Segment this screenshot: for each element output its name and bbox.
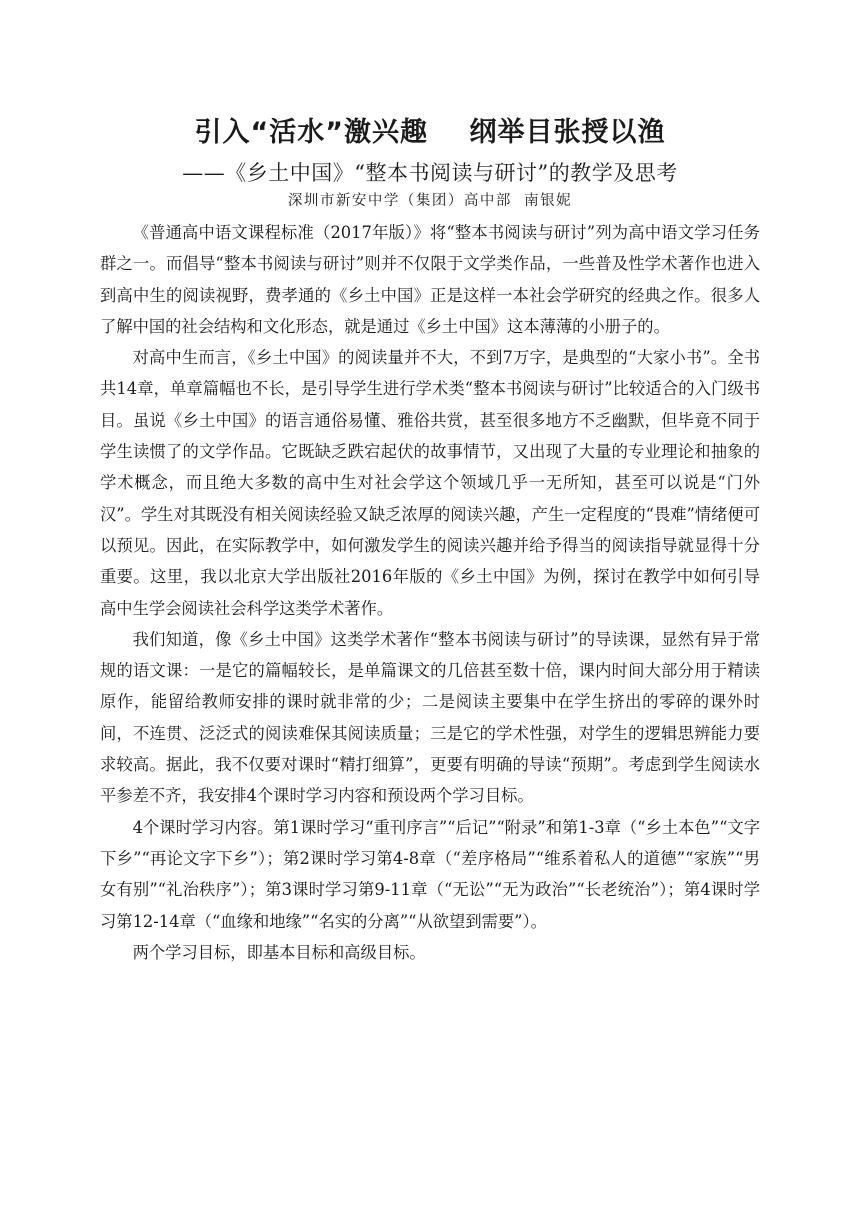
article-body <box>100 217 760 968</box>
paragraph: 4个课时学习内容。第1课时学习“重刊序言”“后记”“附录”和第1-3章（“乡土本色”“文字下乡”“再论文字下乡”）；第2课时学习第4-8章（“差序格局”“维系着私人的道德”“家族”“男女有别”“礼治秩序”）；第3课时学习第9-11章（“无讼”“无为政治”“长老统治”）；第4课时学习第12-14章（“血缘和地缘”“名实的分离”“从欲望到需要”）。 <box>100 817 760 931</box>
author-line: 深圳市新安中学（集团）高中部 南银妮 <box>287 193 573 209</box>
document-page <box>100 110 760 968</box>
paragraph: 两个学习目标，即基本目标和高级目标。 <box>132 942 426 962</box>
article-title: 引入“活水”激兴趣 纲举目张授以渔 <box>194 117 666 148</box>
paragraph: 对高中生而言，《乡土中国》的阅读量并不大，不到7万字，是典型的“大家小书”。全书共14章，单章篇幅也不长，是引导学生进行学术类“整本书阅读与研讨”比较适合的入门级书目。虽说《乡土中国》的语言通俗易懂、雅俗共赏，甚至很多地方不乏幽默，但毕竟不同于学生读惯了的文学作品。它既缺乏跌宕起伏的故事情节，又出现了大量的专业理论和抽象的学术概念，而且绝大多数的高中生对社会学这个领域几乎一无所知，甚至可以说是“门外汉”。学生对其既没有相关阅读经验又缺乏浓厚的阅读兴趣，产生一定程度的“畏难”情绪便可以预见。因此，在实际教学中，如何激发学生的阅读兴趣并给予得当的阅读指导就显得十分重要。这里，我以北京大学出版社2016年版的《乡土中国》为例，探讨在教学中如何引导高中生学会阅读社会科学这类学术著作。 <box>100 348 760 618</box>
paragraph: 《普通高中语文课程标准（2017年版）》将“整本书阅读与研讨”列为高中语文学习任务群之一。而倡导“整本书阅读与研讨”则并不仅限于文学类作品，一些普及性学术著作也进入到高中生的阅读视野，费孝通的《乡土中国》正是这样一本社会学研究的经典之作。很多人了解中国的社会结构和文化形态，就是通过《乡土中国》这本薄薄的小册子的。 <box>100 223 760 336</box>
paragraph: 我们知道，像《乡土中国》这类学术著作“整本书阅读与研讨”的导读课，显然有异于常规的语文课：一是它的篇幅较长，是单篇课文的几倍甚至数十倍，课内时间大部分用于精读原作，能留给教师安排的课时就非常的少；二是阅读主要集中在学生挤出的零碎的课外时间，不连贯、泛泛式的阅读难保其阅读质量；三是它的学术性强，对学生的逻辑思辨能力要求较高。据此，我不仅要对课时“精打细算”，更要有明确的导读“预期”。考虑到学生阅读水平参差不齐，我安排4个课时学习内容和预设两个学习目标。 <box>100 629 760 806</box>
article-subtitle: ——《乡土中国》“整本书阅读与研讨”的教学及思考 <box>182 161 678 185</box>
